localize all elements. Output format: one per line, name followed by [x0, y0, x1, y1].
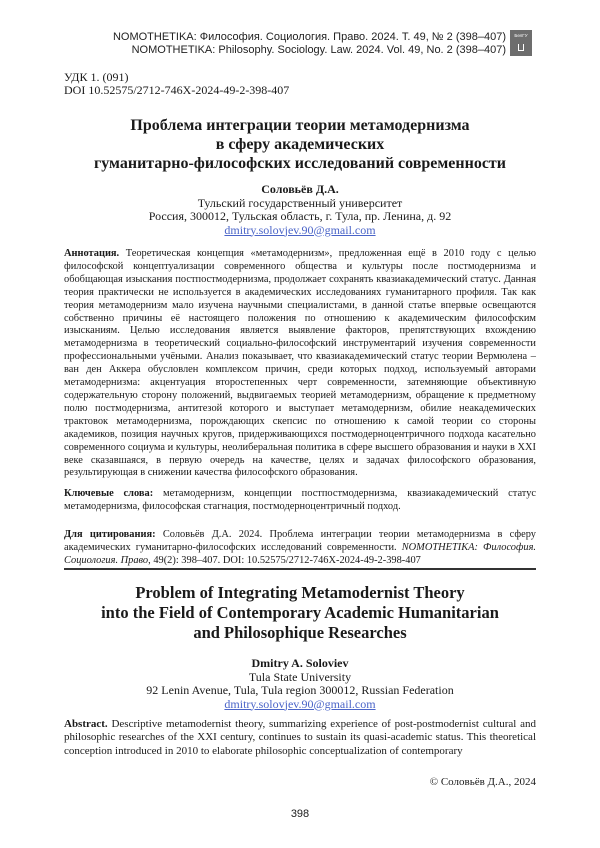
page-number: 398: [290, 808, 310, 820]
ru-keywords-text: метамодернизм, концепции постпостмодернизма, квазиакадемический статус метамодернизма, философская стагнация, постмодерноцентричный подход.: [64, 488, 536, 512]
ru-citation-label: Для цитирования:: [64, 529, 156, 540]
ru-title-line: в сферу академических: [215, 136, 385, 153]
running-header-en: NOMOTHETIKA: Philosophy. Sociology. Law. 2024. Vol. 49, No. 2 (398–407): [131, 44, 506, 56]
en-abstract-label: Abstract.: [64, 718, 108, 730]
logo-text: БелГУ: [514, 33, 528, 38]
ru-affiliation: Тульский государственный университет: [197, 195, 403, 210]
en-abstract: [64, 718, 536, 758]
en-address: 92 Lenin Avenue, Tula, Tula region 300012, Russian Federation: [146, 683, 454, 697]
en-title-line: into the Field of Contemporary Academic Humanitarian: [101, 603, 499, 622]
en-affiliation: Tula State University: [248, 669, 352, 684]
en-title-line: and Philosophique Researches: [193, 623, 407, 642]
en-email-link[interactable]: dmitry.solovjev.90@gmail.com: [224, 696, 376, 711]
en-title: [64, 583, 536, 643]
ru-abstract-text: Теоретическая концепция «метамодернизм», предложенная ещё в 2010 году с целью философской концептуализации современного общества и культуры после постмодернизма и обобщающая изыскания постпостмодернизма, продолжает сохранять квазиакадемический статус. Данная теория практически не используется в академических исследованиях гуманитарного профиля. Так как теория метамодернизм мало изучена научными специалистами, в данной статье впервые освещаются собственно причины её настоящего положения по отношению к академическим философским изысканиям. Целью исследования является выявление факторов, препятствующих вхождению метамодернизма в теоретический социально-философский инструментарий изучения современности профессиональными учёными. Анализ показывает, что квазиакадемический статус теории Вермюлена – ван ден Аккера обусловлен комплексом причин, среди которых подход, используемый авторами метамодернизма: акцентуация второстепенных черт современности, затемняющие объективную содержательную сторону положений, выдвигаемых теорией метамодернизм, обращение к предметному полю постмодернизма, антитезой которого и выступает метамодернизм, обилие неакадемических трактовок метамодернизма, порождающих скепсис по отношению к самой теории со стороны академиков, позиция научных кругов, придерживающихся постмодерноцентричного подхода касательно современного социума и культуры, неолиберальная политика в сфере высшего образования и науки в XXI веке сказавшаяся, в первую очередь на качестве, целях и задачах философского образования, результирующая в снижении качества философского образования.: [64, 248, 536, 479]
logo-door-icon: [518, 44, 524, 51]
ru-email-link[interactable]: dmitry.solovjev.90@gmail.com: [224, 222, 376, 237]
section-divider: [64, 568, 536, 570]
udc-code: УДК 1. (091): [64, 70, 129, 84]
ru-citation-text: Соловьёв Д.А. 2024. Проблема интеграции теории метамодернизма в сферу академических гуманитарно-философских исследований современности.: [64, 529, 536, 553]
ru-title-line: Проблема интеграции теории метамодернизма: [130, 117, 470, 134]
ru-abstract: [64, 248, 536, 480]
ru-title-line: гуманитарно-философских исследований современности: [94, 155, 506, 172]
running-header-ru: NOMOTHETIKA: Философия. Социология. Право. 2024. Т. 49, № 2 (398–407): [112, 31, 506, 43]
ru-author-block: [64, 183, 536, 237]
ru-author-name: Соловьёв Д.А.: [261, 182, 339, 196]
ru-citation-tail: , 49(2): 398–407. DOI: 10.52575/2712-746X-2024-49-2-398-407: [148, 554, 421, 566]
en-author-block: [64, 657, 536, 711]
ru-abstract-label: Аннотация.: [64, 248, 120, 259]
ru-citation-journal: NOMOTHETIKA: Философия. Социология. Право: [64, 541, 536, 566]
ru-address: Россия, 300012, Тульская область, г. Тула, пр. Ленина, д. 92: [148, 209, 452, 223]
ru-keywords-label: Ключевые слова:: [64, 488, 154, 499]
article-meta: [64, 71, 289, 97]
ru-citation: [64, 529, 536, 568]
en-abstract-text: Descriptive metamodernist theory, summarizing experience of post-postmodernist cultural and philosophic researches of the XXI century, continues to sustain its quasi-academic status. This theoretical conception introduced in 2010 to elaborate philosophic conceptualization of contemporary: [64, 718, 536, 757]
doi: DOI 10.52575/2712-746X-2024-49-2-398-407: [64, 83, 290, 97]
ru-title: [64, 116, 536, 173]
copyright: © Соловьёв Д.А., 2024: [429, 776, 536, 788]
en-title-line: Problem of Integrating Metamodernist Theory: [135, 583, 465, 602]
ru-keywords: [64, 488, 536, 514]
running-header: [113, 31, 506, 57]
journal-logo: [510, 30, 532, 56]
en-author-name: Dmitry A. Soloviev: [251, 656, 349, 670]
